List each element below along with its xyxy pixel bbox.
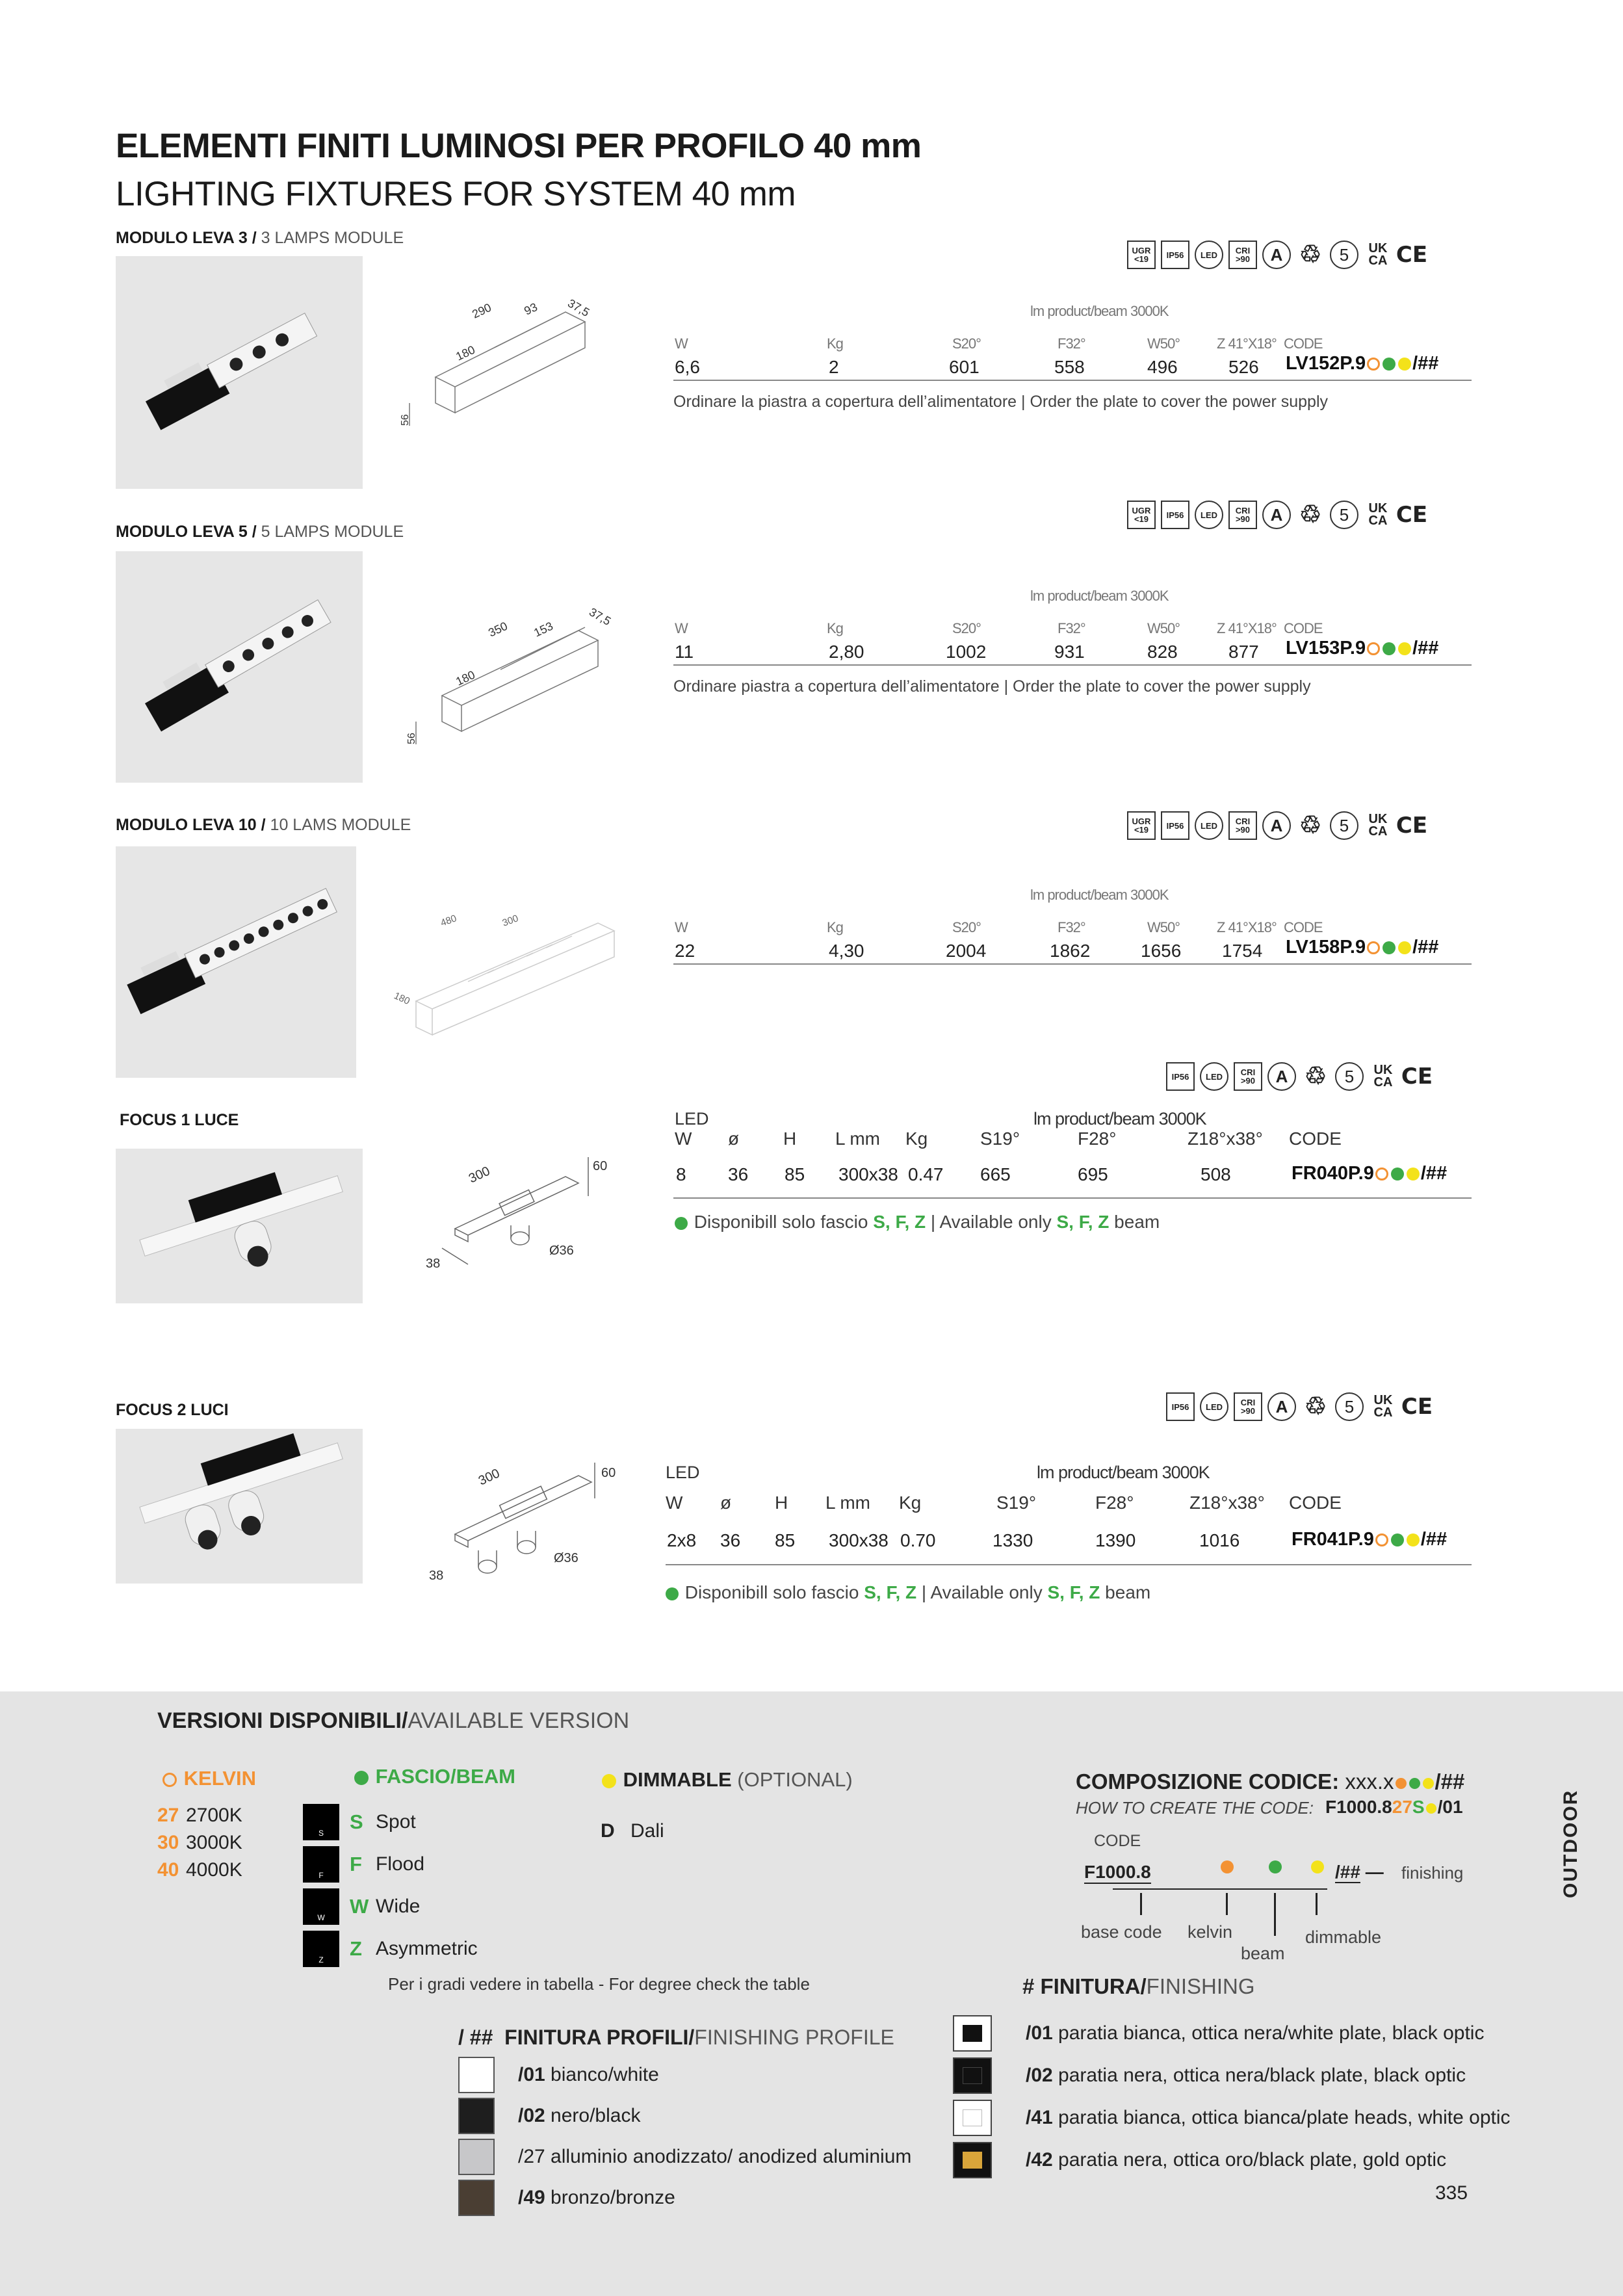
certification-icons <box>1166 1062 1431 1091</box>
ukca-icon: UK CA <box>1373 1063 1393 1089</box>
finish-42-icon <box>953 2142 992 2178</box>
cri-icon: CRI >90 <box>1234 1392 1262 1421</box>
svg-text:180: 180 <box>454 343 477 363</box>
product-photo <box>116 846 356 1078</box>
svg-text:56: 56 <box>400 414 411 426</box>
recycle-icon: ♲ <box>1304 1063 1327 1090</box>
energy-a-icon: A <box>1262 241 1291 269</box>
list-item: /01 bianco/white <box>458 2054 911 2095</box>
led-icon: LED <box>1200 1062 1228 1091</box>
code-underline <box>1113 1888 1327 1890</box>
black-swatch <box>458 2098 495 2134</box>
product-photo <box>116 551 363 783</box>
divider <box>673 963 1472 965</box>
finish-01-icon <box>953 2015 992 2052</box>
spec-table: lm product/beam 3000K W Kg S20° F32° W50° Z 41°X18° CODE 11 2,80 1002 931 828 877 LV153P.9 /## <box>675 588 1439 662</box>
profile-finish-list <box>458 2054 911 2218</box>
svg-text:37,5: 37,5 <box>565 296 592 319</box>
beam-note: Disponibill solo fascio S, F, Z | Available only S, F, Z beam <box>664 1582 1150 1603</box>
recycle-icon: ♲ <box>1299 501 1322 528</box>
list-item: /41 paratia bianca, ottica bianca/plate heads, white optic <box>953 2096 1511 2139</box>
svg-text:38: 38 <box>429 1569 444 1583</box>
kelvin-title: KELVIN <box>161 1767 256 1790</box>
list-item: D Dali <box>601 1820 664 1842</box>
module-title: MODULO LEVA 10 / 10 LAMS MODULE <box>116 816 411 834</box>
ip56-icon: IP56 <box>1161 501 1189 529</box>
asymmetric-beam-icon: Z <box>303 1931 339 1967</box>
spec-table: LED lm product/beam 3000K W ø H L mm Kg S19° F28° Z18°x38° CODE 2x8 36 85 300x38 0.70 1330 1390 1016 FR041P.9 /## <box>666 1463 1448 1550</box>
bronze-swatch <box>458 2180 495 2216</box>
finishing-title: # FINITURA/FINISHING <box>1022 1974 1255 1998</box>
ce-icon: CE <box>1401 1063 1433 1089</box>
warranty-5-icon: 5 <box>1335 1392 1364 1421</box>
ukca-icon: UK CA <box>1368 812 1388 839</box>
ce-icon: CE <box>1396 242 1428 268</box>
ugr-icon: UGR <19 <box>1127 501 1156 529</box>
versions-title: VERSIONI DISPONIBILI/AVAILABLE VERSION <box>157 1708 630 1733</box>
certification-icons <box>1166 1392 1431 1421</box>
svg-text:56: 56 <box>406 733 417 744</box>
svg-text:60: 60 <box>601 1466 616 1480</box>
divider <box>673 1197 1472 1199</box>
connector <box>1316 1893 1318 1915</box>
dimmable-dot <box>1310 1860 1325 1873</box>
recycle-icon: ♲ <box>1299 812 1322 839</box>
list-item: Z Z Asymmetric <box>303 1927 478 1970</box>
svg-text:180: 180 <box>392 990 412 1008</box>
finishing-label: finishing <box>1401 1863 1464 1883</box>
dimmable-title: DIMMABLE (OPTIONAL) <box>601 1768 853 1792</box>
list-item: 30 3000K <box>157 1832 242 1853</box>
module-title: FOCUS 2 LUCI <box>116 1401 229 1419</box>
svg-text:Ø36: Ø36 <box>554 1551 578 1565</box>
connector <box>1140 1893 1142 1915</box>
base-code-value: F1000.8 <box>1084 1862 1151 1884</box>
svg-text:38: 38 <box>426 1257 441 1271</box>
led-icon: LED <box>1195 501 1223 529</box>
technical-drawing <box>390 891 624 1073</box>
svg-text:60: 60 <box>593 1159 608 1173</box>
ukca-icon: UK CA <box>1373 1393 1393 1420</box>
list-item: /02 paratia nera, ottica nera/black plate, black optic <box>953 2054 1511 2096</box>
technical-drawing <box>403 598 617 748</box>
energy-a-icon: A <box>1267 1392 1296 1421</box>
beam-note: Per i gradi vedere in tabella - For degree check the table <box>388 1974 810 1994</box>
order-note: Ordinare la piastra a copertura dell’alimentatore | Order the plate to cover the power supply <box>673 393 1329 411</box>
list-item: W W Wide <box>303 1885 478 1927</box>
cri-icon: CRI >90 <box>1228 811 1257 840</box>
certification-icons <box>1127 501 1426 529</box>
list-item: 40 4000K <box>157 1859 242 1881</box>
svg-text:180: 180 <box>454 668 477 688</box>
page-subtitle: LIGHTING FIXTURES FOR SYSTEM 40 mm <box>116 175 796 213</box>
technical-drawing <box>396 286 604 436</box>
beam-list <box>303 1801 478 1970</box>
profile-finish-title: / ## FINITURA PROFILI/FINISHING PROFILE <box>458 2026 894 2049</box>
ip56-icon: IP56 <box>1166 1392 1195 1421</box>
flood-beam-icon: F <box>303 1846 339 1883</box>
spot-beam-icon: S <box>303 1804 339 1840</box>
ce-icon: CE <box>1396 502 1428 528</box>
finish-41-icon <box>953 2100 992 2136</box>
ce-icon: CE <box>1396 813 1428 839</box>
module-title: MODULO LEVA 5 / 5 LAMPS MODULE <box>116 523 404 541</box>
svg-text:Ø36: Ø36 <box>549 1244 574 1258</box>
warranty-5-icon: 5 <box>1335 1062 1364 1091</box>
module-title: MODULO LEVA 3 / 3 LAMPS MODULE <box>116 229 404 247</box>
divider <box>666 1564 1472 1565</box>
kelvin-dot <box>1219 1860 1235 1873</box>
warranty-5-icon: 5 <box>1330 811 1358 840</box>
kelvin-list <box>157 1802 242 1884</box>
page-number: 335 <box>1435 2182 1468 2204</box>
howto-label: HOW TO CREATE THE CODE: <box>1076 1798 1314 1818</box>
list-item: /49 bronzo/bronze <box>458 2177 911 2218</box>
warranty-5-icon: 5 <box>1330 241 1358 269</box>
cri-icon: CRI >90 <box>1234 1062 1262 1091</box>
product-photo <box>116 1149 363 1303</box>
list-item: /27 alluminio anodizzato/ anodized aluminium <box>458 2136 911 2177</box>
led-icon: LED <box>1200 1392 1228 1421</box>
wide-beam-icon: W <box>303 1888 339 1925</box>
finishing-list <box>953 2012 1511 2181</box>
ukca-icon: UK CA <box>1368 241 1388 268</box>
list-item: 27 2700K <box>157 1805 242 1826</box>
led-icon: LED <box>1195 241 1223 269</box>
cri-icon: CRI >90 <box>1228 241 1257 269</box>
divider <box>673 664 1472 666</box>
warranty-5-icon: 5 <box>1330 501 1358 529</box>
beam-note: Disponibill solo fascio S, F, Z | Available only S, F, Z beam <box>673 1212 1160 1233</box>
ugr-icon: UGR <19 <box>1127 811 1156 840</box>
page-title: ELEMENTI FINITI LUMINOSI PER PROFILO 40 mm <box>116 127 922 165</box>
ugr-icon: UGR <19 <box>1127 241 1156 269</box>
recycle-icon: ♲ <box>1299 241 1322 268</box>
svg-text:37,5: 37,5 <box>587 605 614 628</box>
product-photo <box>116 1429 363 1584</box>
product-photo <box>116 256 363 489</box>
technical-drawing <box>416 1450 624 1593</box>
composition-title: COMPOSIZIONE CODICE: xxx.x /## <box>1076 1769 1465 1794</box>
svg-text:290: 290 <box>470 300 493 321</box>
list-item: /01 paratia bianca, ottica nera/white plate, black optic <box>953 2012 1511 2054</box>
svg-text:300: 300 <box>500 913 520 929</box>
svg-text:350: 350 <box>486 619 510 640</box>
spec-table: LED lm product/beam 3000K W ø H L mm Kg S19° F28° Z18°x38° CODE 8 36 85 300x38 0.47 665 695 508 FR040P.9 /## <box>675 1109 1448 1184</box>
module-title: FOCUS 1 LUCE <box>120 1111 239 1129</box>
svg-text:153: 153 <box>532 619 555 640</box>
white-swatch <box>458 2057 495 2093</box>
code-label: CODE <box>1094 1832 1141 1850</box>
finish-02-icon <box>953 2057 992 2094</box>
spec-table: lm product/beam 3000K W Kg S20° F32° W50° Z 41°X18° CODE 6,6 2 601 558 496 526 LV152P.9 /## <box>675 303 1439 377</box>
beam-dot <box>1267 1860 1283 1873</box>
energy-a-icon: A <box>1262 811 1291 840</box>
technical-drawing <box>416 1144 611 1274</box>
certification-icons <box>1127 241 1426 269</box>
cri-icon: CRI >90 <box>1228 501 1257 529</box>
ip56-icon: IP56 <box>1166 1062 1195 1091</box>
order-note: Ordinare piastra a copertura dell’alimentatore | Order the plate to cover the power supply <box>673 677 1311 696</box>
list-item: /02 nero/black <box>458 2095 911 2136</box>
certification-icons <box>1127 811 1426 840</box>
beam-title: FASCIO/BEAM <box>353 1765 515 1788</box>
svg-text:480: 480 <box>439 913 458 929</box>
side-label: OUTDOOR <box>1560 1789 1581 1898</box>
energy-a-icon: A <box>1267 1062 1296 1091</box>
ip56-icon: IP56 <box>1161 811 1189 840</box>
led-icon: LED <box>1195 811 1223 840</box>
list-item: S S Spot <box>303 1801 478 1843</box>
recycle-icon: ♲ <box>1304 1393 1327 1420</box>
ip56-icon: IP56 <box>1161 241 1189 269</box>
svg-text:300: 300 <box>466 1164 493 1186</box>
aluminium-swatch <box>458 2139 495 2175</box>
connector <box>1226 1893 1228 1915</box>
connector <box>1274 1893 1276 1936</box>
list-item: F F Flood <box>303 1843 478 1885</box>
svg-text:93: 93 <box>522 300 539 318</box>
spec-table: lm product/beam 3000K W Kg S20° F32° W50° Z 41°X18° CODE 22 4,30 2004 1862 1656 1754 LV158P.9 /## <box>675 887 1439 961</box>
finishing-slot: /## — <box>1335 1862 1384 1882</box>
ce-icon: CE <box>1401 1394 1433 1420</box>
ukca-icon: UK CA <box>1368 501 1388 528</box>
energy-a-icon: A <box>1262 501 1291 529</box>
code-example: F1000.827S /01 <box>1325 1797 1463 1817</box>
svg-text:300: 300 <box>476 1466 502 1489</box>
divider <box>673 380 1472 381</box>
list-item: /42 paratia nera, ottica oro/black plate, gold optic <box>953 2139 1511 2181</box>
